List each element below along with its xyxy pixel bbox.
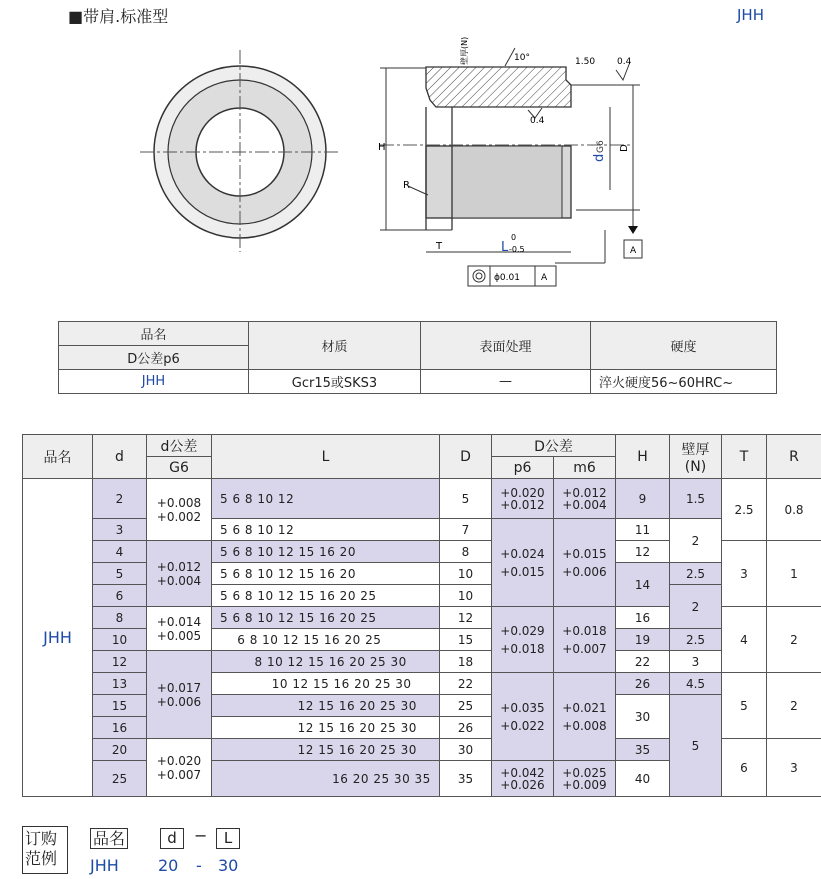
D-cell: 7: [440, 519, 492, 541]
D-cell: 10: [440, 563, 492, 585]
h-Dtol: D公差: [492, 435, 616, 457]
d-cell: 5: [93, 563, 147, 585]
dtol-cell: +0.014 +0.005: [147, 607, 212, 651]
D-cell: 26: [440, 717, 492, 739]
example-name: JHH: [90, 856, 119, 875]
d-cell: 4: [93, 541, 147, 563]
h-T: T: [722, 435, 767, 479]
wall-cell: 2.5: [670, 629, 722, 651]
L-cell: 10 12 15 16 20 25 30: [212, 673, 440, 695]
example-L: 30: [218, 856, 239, 875]
dtol-cell: +0.017 +0.006: [147, 651, 212, 739]
L-cell: 5 6 8 10 12: [212, 519, 440, 541]
wall-cell: 2: [670, 585, 722, 629]
T-cell: 6: [722, 739, 767, 797]
height-label: H: [378, 142, 386, 153]
p6-cell: +0.029 +0.018: [492, 607, 554, 673]
order-L-box: L: [216, 828, 240, 849]
concentricity-icon: [473, 270, 485, 282]
L-cell: 5 6 8 10 12 15 16 20: [212, 541, 440, 563]
H-cell: 30: [616, 695, 670, 739]
L-cell: 5 6 8 10 12 15 16 20 25: [212, 607, 440, 629]
wall-thickness-label: 壁厚(N): [460, 36, 469, 65]
d-cell: 15: [93, 695, 147, 717]
H-cell: 9: [616, 479, 670, 519]
h-dtol: d公差: [147, 435, 212, 457]
L-cell: 12 15 16 20 25 30: [212, 695, 440, 717]
T-cell: 5: [722, 673, 767, 739]
h-m6: m6: [554, 457, 616, 479]
d-cell: 2: [93, 479, 147, 519]
d-cell: 3: [93, 519, 147, 541]
d-cell: 8: [93, 607, 147, 629]
mt-h-name: 品名: [59, 322, 249, 346]
T-cell: 2.5: [722, 479, 767, 541]
R-cell: 2: [767, 673, 821, 739]
H-cell: 22: [616, 651, 670, 673]
example-dash: -: [196, 856, 202, 875]
wall-cell: 1.5: [670, 479, 722, 519]
flange-thickness-label: T: [436, 241, 443, 252]
order-dash: −: [194, 826, 208, 845]
h-D: D: [440, 435, 492, 479]
H-cell: 12: [616, 541, 670, 563]
example-d: 20: [158, 856, 179, 875]
h-R: R: [767, 435, 821, 479]
H-cell: 14: [616, 563, 670, 607]
h-g6: G6: [147, 457, 212, 479]
R-cell: 3: [767, 739, 821, 797]
R-cell: 1: [767, 541, 821, 607]
flange-dim-label: 1.50: [575, 57, 596, 67]
mt-surface: —: [421, 370, 591, 394]
D-cell: 25: [440, 695, 492, 717]
tolerance-value: ϕ0.01: [494, 273, 520, 283]
D-cell: 12: [440, 607, 492, 629]
mt-hardness: 淬火硬度56~60HRC~: [591, 370, 777, 394]
h-p6: p6: [492, 457, 554, 479]
bore-diameter-label: d: [592, 153, 607, 162]
m6-cell: +0.025 +0.009: [554, 761, 616, 797]
d-cell: 12: [93, 651, 147, 673]
D-cell: 35: [440, 761, 492, 797]
mt-h-dtol: D公差p6: [59, 346, 249, 370]
h-name: 品名: [23, 435, 93, 479]
wall-cell: 2.5: [670, 563, 722, 585]
D-cell: 30: [440, 739, 492, 761]
d-cell: 6: [93, 585, 147, 607]
p6-cell: +0.024 +0.015: [492, 519, 554, 607]
R-cell: 0.8: [767, 479, 821, 541]
mt-h-material: 材质: [249, 322, 421, 370]
wall-cell: 5: [670, 695, 722, 797]
wall-cell: 3: [670, 651, 722, 673]
outer-diameter-label: D: [619, 144, 630, 152]
angle-label: 10°: [514, 53, 530, 63]
mt-h-hardness: 硬度: [591, 322, 777, 370]
H-cell: 35: [616, 739, 670, 761]
H-cell: 11: [616, 519, 670, 541]
D-cell: 10: [440, 585, 492, 607]
L-cell: 5 6 8 10 12 15 16 20: [212, 563, 440, 585]
d-cell: 13: [93, 673, 147, 695]
length-label: L: [501, 240, 509, 255]
spec-table: [22, 434, 821, 797]
T-cell: 3: [722, 541, 767, 607]
product-name-cell: JHH: [23, 479, 93, 797]
p6-cell: +0.042 +0.026: [492, 761, 554, 797]
D-cell: 22: [440, 673, 492, 695]
L-cell: 6 8 10 12 15 16 20 25: [212, 629, 440, 651]
d-cell: 25: [93, 761, 147, 797]
m6-cell: +0.021 +0.008: [554, 673, 616, 761]
length-upper-tol: 0: [511, 233, 517, 242]
H-cell: 40: [616, 761, 670, 797]
section-title: ■带肩.标准型: [68, 7, 169, 26]
front-view: [140, 50, 340, 252]
datum-label: A: [630, 246, 637, 256]
roughness-label-a: 0.4: [617, 57, 632, 67]
T-cell: 4: [722, 607, 767, 673]
D-cell: 8: [440, 541, 492, 563]
roughness-label-b: 0.4: [530, 116, 545, 126]
H-cell: 19: [616, 629, 670, 651]
bore-tolerance-label: G6: [596, 140, 606, 153]
m6-cell: +0.015 +0.006: [554, 519, 616, 607]
H-cell: 26: [616, 673, 670, 695]
h-L: L: [212, 435, 440, 479]
d-cell: 10: [93, 629, 147, 651]
d-cell: 20: [93, 739, 147, 761]
order-d-box: d: [160, 828, 184, 849]
mt-material: Gcr15或SKS3: [249, 370, 421, 394]
D-cell: 5: [440, 479, 492, 519]
tolerance-ref: A: [541, 273, 548, 283]
m6-cell: +0.018 +0.007: [554, 607, 616, 673]
L-cell: 5 6 8 10 12 15 16 20 25: [212, 585, 440, 607]
D-cell: 18: [440, 651, 492, 673]
L-cell: 12 15 16 20 25 30: [212, 717, 440, 739]
length-lower-tol: -0.5: [509, 245, 525, 254]
h-wall: 壁厚 (N): [670, 435, 722, 479]
L-cell: 12 15 16 20 25 30: [212, 739, 440, 761]
order-label-2: 范例: [25, 849, 58, 868]
m6-cell: +0.012 +0.004: [554, 479, 616, 519]
h-d: d: [93, 435, 147, 479]
material-table: [58, 321, 777, 394]
wall-cell: 2: [670, 519, 722, 563]
L-cell: 5 6 8 10 12: [212, 479, 440, 519]
D-cell: 15: [440, 629, 492, 651]
product-code: JHH: [737, 6, 764, 24]
L-cell: 8 10 12 15 16 20 25 30: [212, 651, 440, 673]
dtol-cell: +0.020 +0.007: [147, 739, 212, 797]
dtol-cell: +0.012 +0.004: [147, 541, 212, 607]
h-H: H: [616, 435, 670, 479]
p6-cell: +0.020 +0.012: [492, 479, 554, 519]
wall-cell: 4.5: [670, 673, 722, 695]
dtol-cell: +0.008 +0.002: [147, 479, 212, 541]
p6-cell: +0.035 +0.022: [492, 673, 554, 761]
technical-drawing: [0, 0, 821, 300]
mt-name: JHH: [59, 370, 249, 394]
radius-label: R: [403, 180, 410, 191]
order-label-1: 订购: [25, 829, 58, 848]
L-cell: 16 20 25 30 35: [212, 761, 440, 797]
H-cell: 16: [616, 607, 670, 629]
mt-h-surface: 表面处理: [421, 322, 591, 370]
R-cell: 2: [767, 607, 821, 673]
d-cell: 16: [93, 717, 147, 739]
order-name-box: 品名: [90, 828, 128, 849]
